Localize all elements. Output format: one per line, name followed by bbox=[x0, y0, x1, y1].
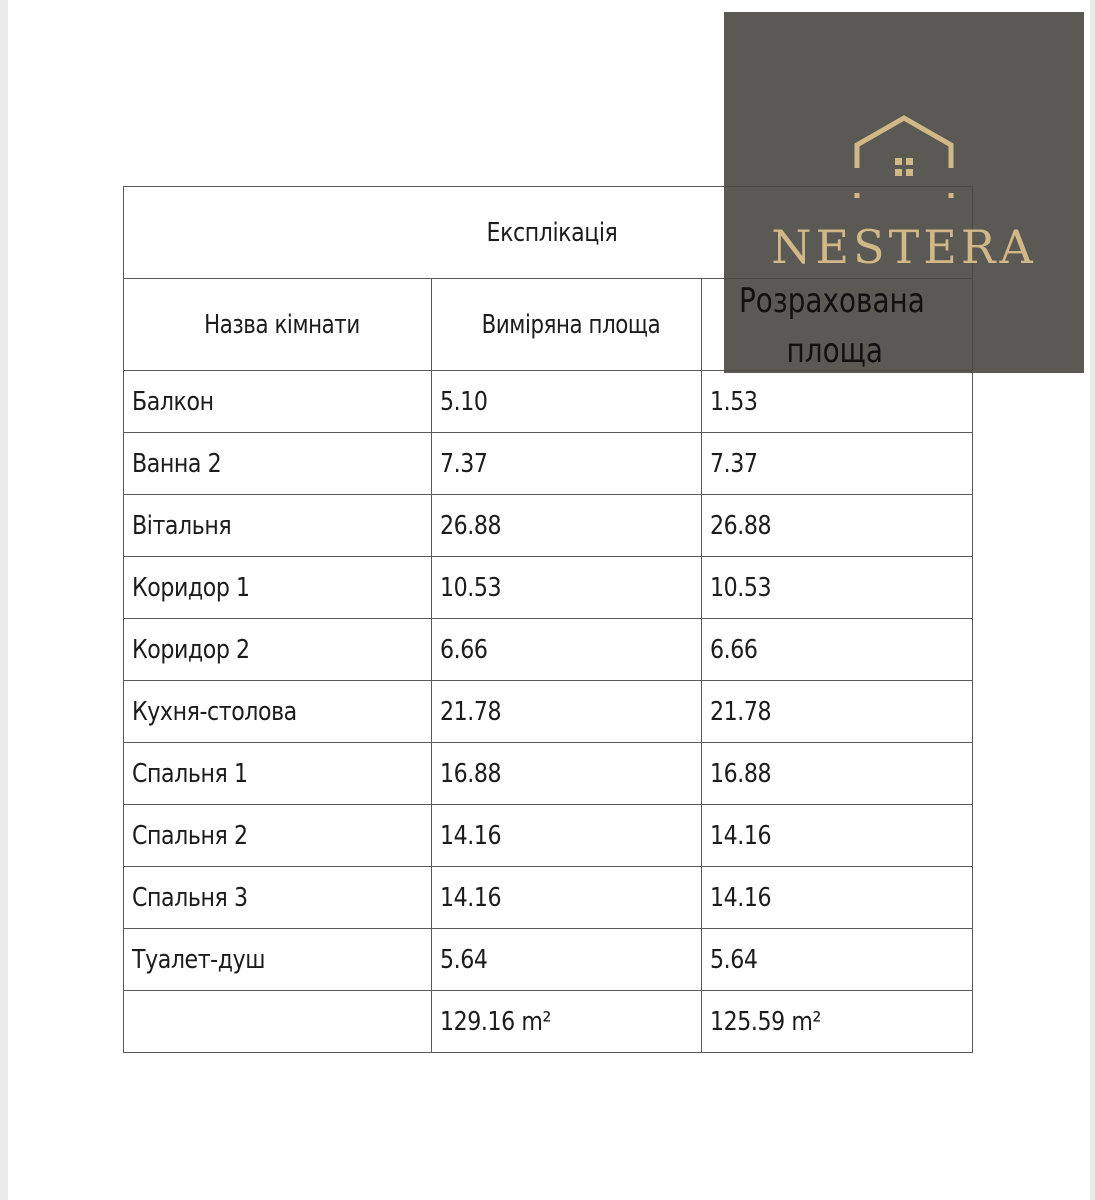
room-name-cell: Спальня 3 bbox=[124, 867, 432, 929]
room-name-cell: Коридор 2 bbox=[124, 619, 432, 681]
table-title: Експлікація bbox=[124, 187, 973, 279]
calculated-area-cell: 14.16 bbox=[702, 805, 973, 867]
measured-area-cell: 5.10 bbox=[432, 371, 702, 433]
calculated-area-cell: 14.16 bbox=[702, 867, 973, 929]
calculated-area-cell: 21.78 bbox=[702, 681, 973, 743]
calculated-area-cell: 7.37 bbox=[702, 433, 973, 495]
measured-area-cell: 16.88 bbox=[432, 743, 702, 805]
table-row bbox=[124, 557, 973, 619]
calculated-area-cell: 1.53 bbox=[702, 371, 973, 433]
room-name-cell: Вітальня bbox=[124, 495, 432, 557]
room-name-cell: Спальня 2 bbox=[124, 805, 432, 867]
totals-label-cell bbox=[124, 991, 432, 1053]
calculated-area-cell: 26.88 bbox=[702, 495, 973, 557]
table-row bbox=[124, 743, 973, 805]
measured-area-cell: 14.16 bbox=[432, 867, 702, 929]
header-calculated-line2: площа bbox=[786, 331, 884, 371]
table-row bbox=[124, 867, 973, 929]
room-name-cell: Балкон bbox=[124, 371, 432, 433]
header-room-name: Назва кімнати bbox=[124, 279, 432, 371]
measured-area-cell: 10.53 bbox=[432, 557, 702, 619]
measured-area-cell: 7.37 bbox=[432, 433, 702, 495]
table-row bbox=[124, 805, 973, 867]
room-name-cell: Коридор 1 bbox=[124, 557, 432, 619]
calculated-area-cell: 5.64 bbox=[702, 929, 973, 991]
measured-area-cell: 26.88 bbox=[432, 495, 702, 557]
measured-area-cell: 14.16 bbox=[432, 805, 702, 867]
measured-area-cell: 6.66 bbox=[432, 619, 702, 681]
calculated-area-cell: 10.53 bbox=[702, 557, 973, 619]
table-row bbox=[124, 929, 973, 991]
measured-area-cell: 21.78 bbox=[432, 681, 702, 743]
room-name-cell: Кухня-столова bbox=[124, 681, 432, 743]
header-calculated-line1: Розрахована bbox=[739, 281, 925, 321]
room-name-cell: Туалет-душ bbox=[124, 929, 432, 991]
header-calculated-area bbox=[739, 276, 999, 376]
total-calculated-area: 125.59 m² bbox=[702, 991, 973, 1053]
table-row bbox=[124, 681, 973, 743]
header-measured-area: Виміряна площа bbox=[432, 279, 702, 371]
room-name-cell: Спальня 1 bbox=[124, 743, 432, 805]
calculated-area-cell: 16.88 bbox=[702, 743, 973, 805]
total-measured-area: 129.16 m² bbox=[432, 991, 702, 1053]
logo-wordmark: NESTERA bbox=[771, 220, 1037, 274]
totals-row bbox=[124, 991, 973, 1053]
calculated-area-cell: 6.66 bbox=[702, 619, 973, 681]
table-row bbox=[124, 433, 973, 495]
table-row bbox=[124, 495, 973, 557]
table-row bbox=[124, 371, 973, 433]
room-name-cell: Ванна 2 bbox=[124, 433, 432, 495]
table-row bbox=[124, 619, 973, 681]
measured-area-cell: 5.64 bbox=[432, 929, 702, 991]
